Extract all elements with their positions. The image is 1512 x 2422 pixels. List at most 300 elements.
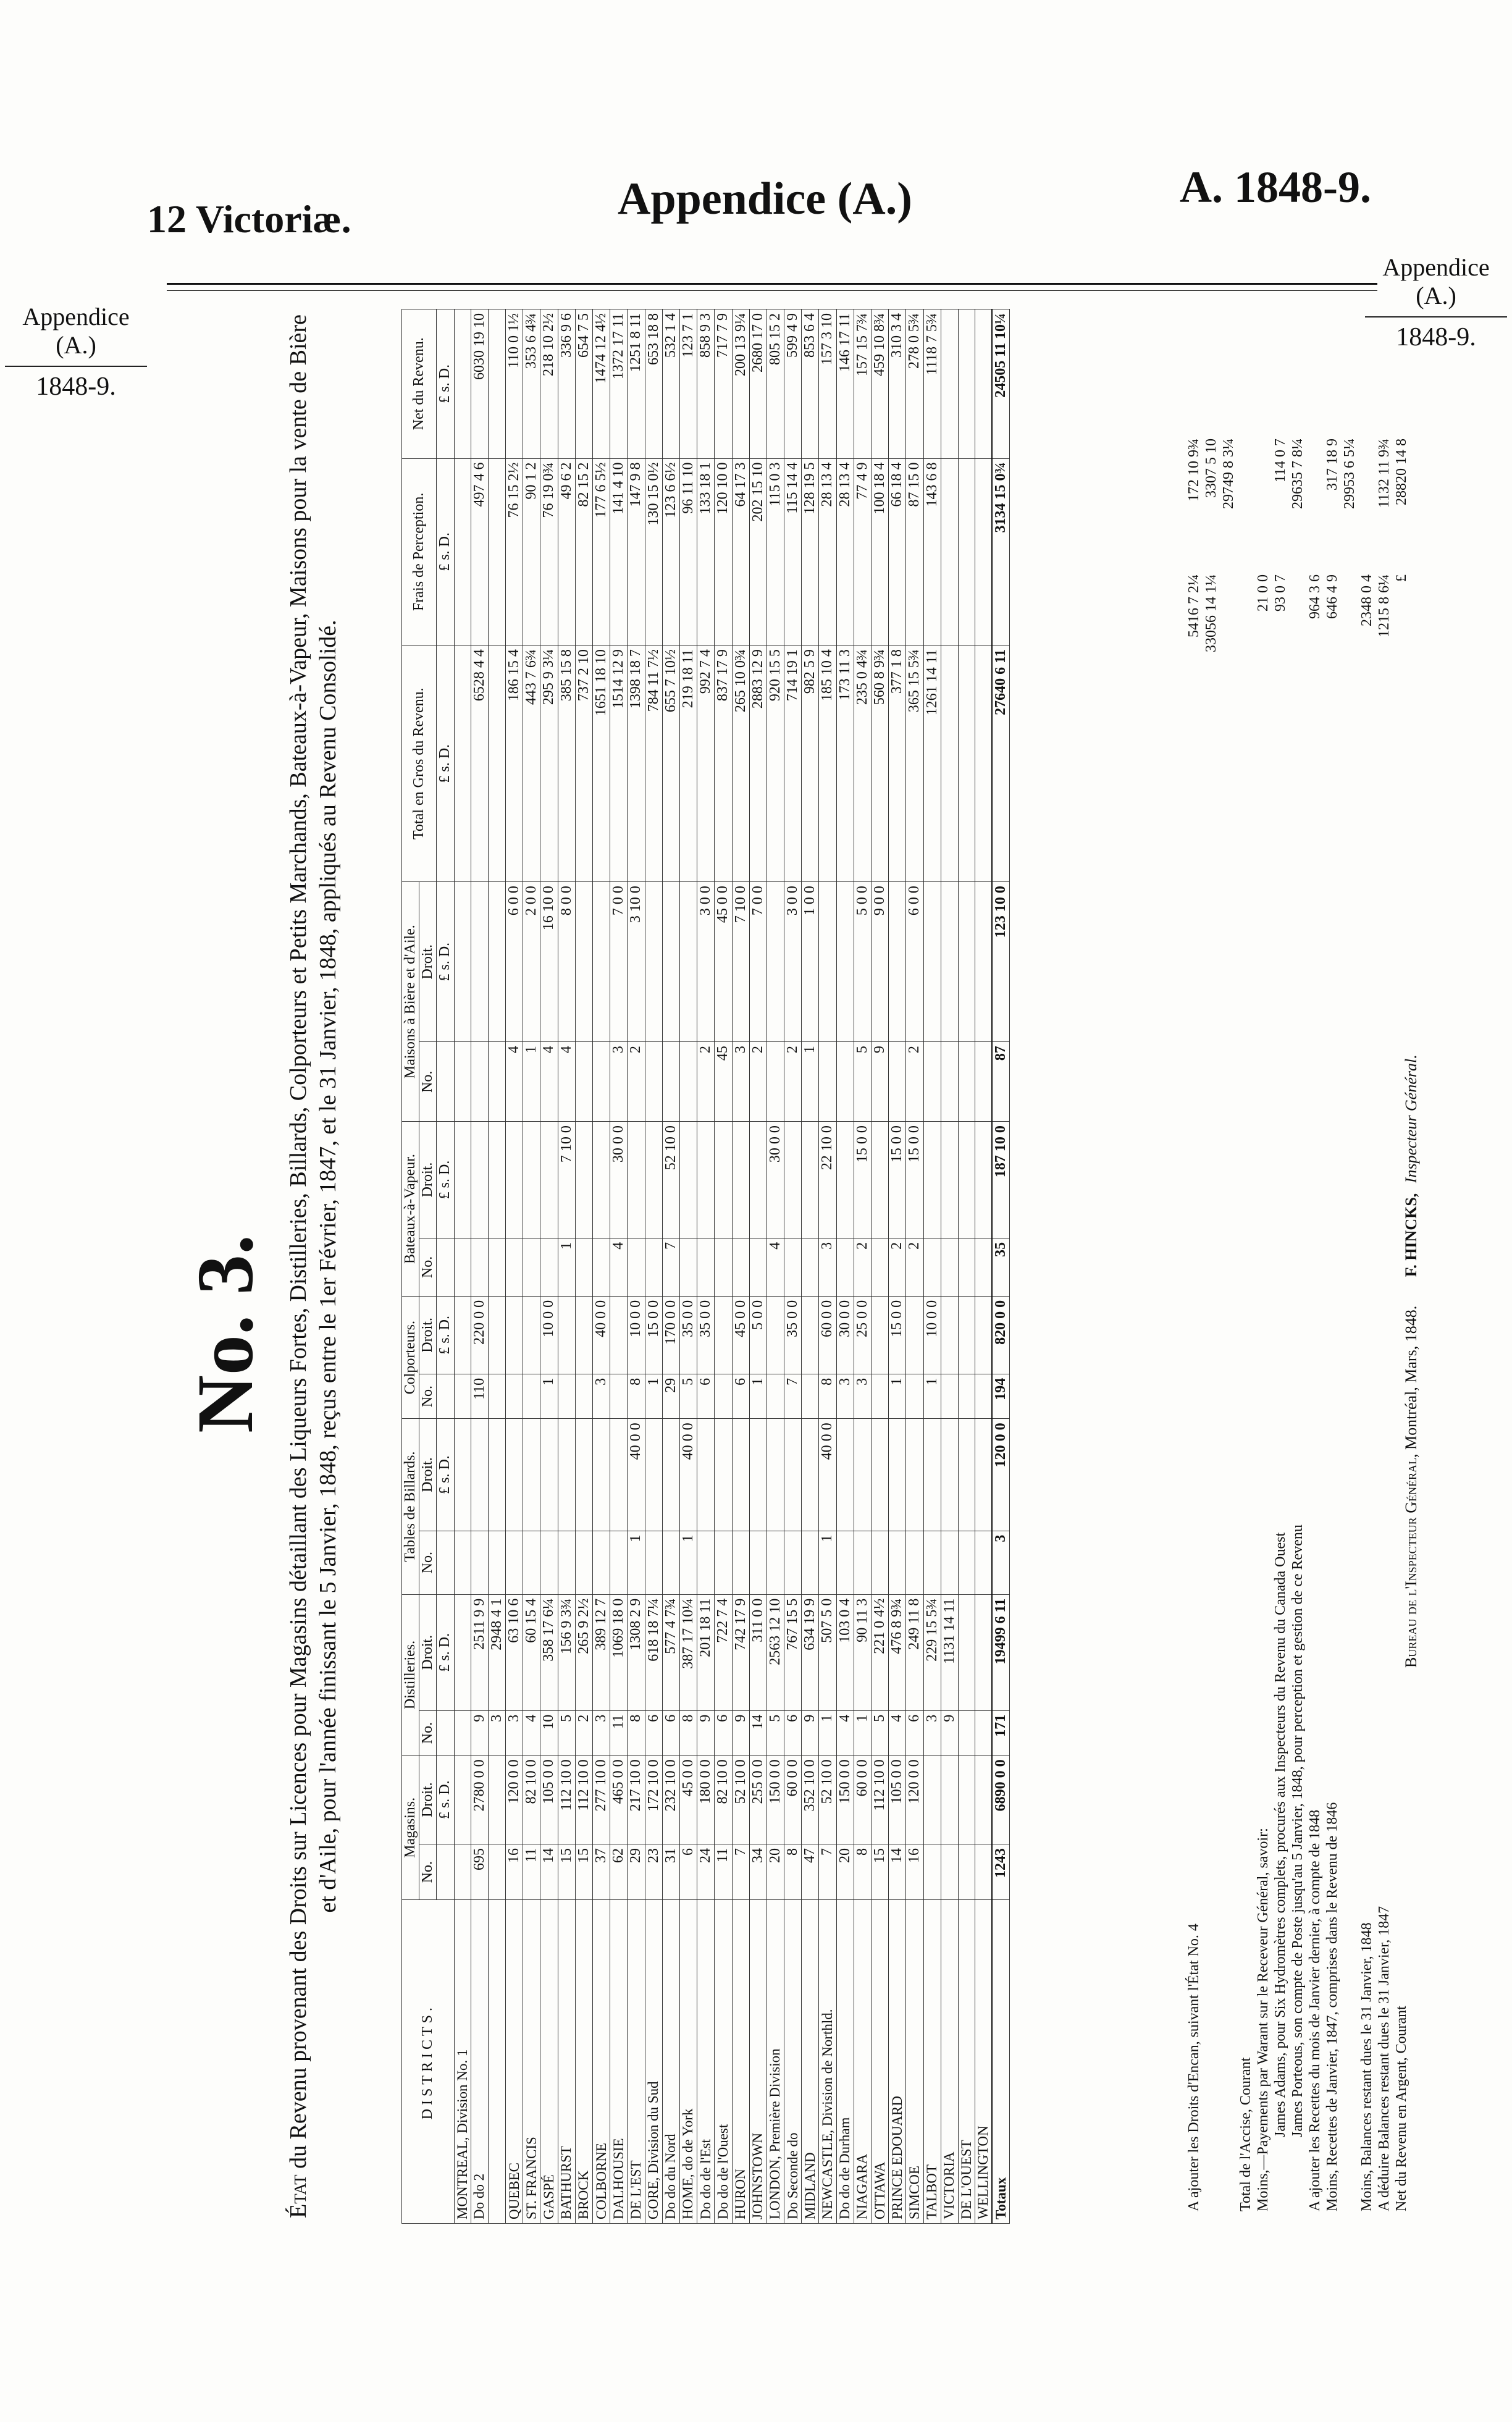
total-amount: 784 11 7½: [645, 645, 662, 882]
bie-total-count: 87: [992, 1042, 1010, 1122]
dis-count: [975, 1710, 993, 1756]
dis-count: 3: [488, 1710, 505, 1756]
total-amount: 714 19 1: [784, 645, 802, 882]
district-name: Do do de l'Est: [697, 1900, 715, 2224]
bat-count: 7: [662, 1238, 679, 1296]
dis-amount: 389 12 7: [593, 1594, 610, 1710]
statement-number: No. 3.: [181, 1234, 270, 1433]
mag-amount: 45 0 0: [679, 1756, 697, 1844]
bil-amount: 40 0 0: [819, 1419, 836, 1531]
table-row: [471, 309, 488, 2224]
col-count: [872, 1374, 889, 1419]
bat-count: [732, 1238, 749, 1296]
signature-role: Inspecteur Général.: [1402, 1054, 1420, 1184]
dis-amount: 201 18 11: [697, 1594, 715, 1710]
dis-count: 8: [628, 1710, 645, 1756]
bil-amount: [889, 1419, 906, 1531]
total-amount: 837 17 9: [715, 645, 732, 882]
district-name: GASPÉ: [540, 1900, 558, 2224]
totals-row: [992, 309, 1010, 2224]
col-amount: [558, 1296, 575, 1374]
dis-amount: 60 15 4: [523, 1594, 540, 1710]
summary-label: Moins,—Payements par Warant sur le Receveur Général, savoir:: [1255, 1828, 1271, 2211]
summary-label: Moins, Balances restant dues le 31 Janvier, 1848: [1359, 1922, 1375, 2211]
dis-count: 9: [732, 1710, 749, 1756]
table-row: [697, 309, 715, 2224]
bie-amount: [889, 882, 906, 1042]
dis-count: 3: [923, 1710, 941, 1756]
bil-count: [662, 1531, 679, 1594]
bat-count: [540, 1238, 558, 1296]
col-amount: 25 0 0: [854, 1296, 871, 1374]
mag-amount: 180 0 0: [697, 1756, 715, 1844]
summary-value-1: 646 4 9: [1324, 574, 1340, 619]
bat-amount: [645, 1122, 662, 1238]
mag-amount: 112 10 0: [872, 1756, 889, 1844]
district-name: QUEBEC: [506, 1900, 523, 2224]
dis-count: 5: [558, 1710, 575, 1756]
summary-value-2: 29953 6 5¼: [1342, 439, 1358, 509]
total-amount: 2883 12 9: [749, 645, 766, 882]
bie-count: 45: [715, 1042, 732, 1122]
bie-amount: 5 0 0: [854, 882, 871, 1042]
district-name: NEWCASTLE, Division de Northld.: [819, 1900, 836, 2224]
bil-amount: 40 0 0: [628, 1419, 645, 1531]
unit-cell-empty: [437, 1710, 454, 1756]
bie-count: [836, 1042, 854, 1122]
col-count: 6: [697, 1374, 715, 1419]
district-name: DE L'EST: [628, 1900, 645, 2224]
summary-value-1: £: [1393, 574, 1409, 582]
dis-amount: 221 0 4½: [872, 1594, 889, 1710]
bie-amount: [766, 882, 784, 1042]
dis-count: 9: [802, 1710, 819, 1756]
mag-count: 37: [593, 1844, 610, 1900]
dis-amount: 742 17 9: [732, 1594, 749, 1710]
col-count: 1: [645, 1374, 662, 1419]
bat-amount: [454, 1122, 471, 1238]
col-count: 8: [819, 1374, 836, 1419]
bil-count: [802, 1531, 819, 1594]
bie-count: 3: [732, 1042, 749, 1122]
bie-count: [923, 1042, 941, 1122]
col-billards: Tables de Billards.: [402, 1419, 419, 1594]
mag-amount: [958, 1756, 975, 1844]
bil-amount: 40 0 0: [679, 1419, 697, 1531]
mag-count: 23: [645, 1844, 662, 1900]
bat-count: [749, 1238, 766, 1296]
col-count: 7: [784, 1374, 802, 1419]
bil-amount: [923, 1419, 941, 1531]
frais-total: 3134 15 0¾: [992, 458, 1010, 645]
net-amount: 200 13 9¼: [732, 309, 749, 459]
dis-count: 6: [784, 1710, 802, 1756]
dis-amount: 90 11 3: [854, 1594, 871, 1710]
col-count: [558, 1374, 575, 1419]
bie-count: 4: [506, 1042, 523, 1122]
mag-count: [958, 1844, 975, 1900]
bil-count: [941, 1531, 958, 1594]
net-amount: [454, 309, 471, 459]
col-amount: 30 0 0: [836, 1296, 854, 1374]
col-amount: [610, 1296, 628, 1374]
unit-cell-empty: [437, 1238, 454, 1296]
mag-count: 8: [854, 1844, 871, 1900]
summary-value-1: 964 3 6: [1307, 574, 1323, 619]
col-count: [941, 1374, 958, 1419]
table-row: [715, 309, 732, 2224]
frais-amount: 177 6 5½: [593, 458, 610, 645]
bil-count: [454, 1531, 471, 1594]
col-amount: [906, 1296, 923, 1374]
summary-line: [1359, 309, 1376, 2224]
total-amount: 1261 14 11: [923, 645, 941, 882]
frais-amount: [975, 458, 993, 645]
district-name: LONDON, Première Division: [766, 1900, 784, 2224]
bat-count: [975, 1238, 993, 1296]
mag-count: 6: [679, 1844, 697, 1900]
col-amount: [523, 1296, 540, 1374]
col-magasins: Magasins.: [402, 1756, 419, 1900]
mag-amount: 112 10 0: [558, 1756, 575, 1844]
bat-amount: 30 0 0: [610, 1122, 628, 1238]
header-rule: [167, 283, 1377, 285]
net-amount: 459 10 8¾: [872, 309, 889, 459]
bat-amount: [923, 1122, 941, 1238]
table-row: [889, 309, 906, 2224]
col-amount: [872, 1296, 889, 1374]
bil-count: [575, 1531, 592, 1594]
dis-count: 5: [872, 1710, 889, 1756]
table-row: [906, 309, 923, 2224]
bil-count: [854, 1531, 871, 1594]
dis-count: 9: [697, 1710, 715, 1756]
mag-count: 16: [906, 1844, 923, 1900]
bie-count: [645, 1042, 662, 1122]
table-row: [766, 309, 784, 2224]
district-name: OTTAWA: [872, 1900, 889, 2224]
total-amount: 560 8 9¾: [872, 645, 889, 882]
bie-amount: 3 0 0: [697, 882, 715, 1042]
mag-amount: [923, 1756, 941, 1844]
bat-amount: 15 0 0: [889, 1122, 906, 1238]
side-note-year: 1848-9.: [1365, 316, 1507, 352]
frais-amount: 141 4 10: [610, 458, 628, 645]
total-amount: 365 15 5¾: [906, 645, 923, 882]
bie-count: [662, 1042, 679, 1122]
header-volume: 12 Victoriæ.: [147, 197, 351, 241]
col-amount: [454, 1296, 471, 1374]
col-amount: 40 0 0: [593, 1296, 610, 1374]
mag-count: 8: [784, 1844, 802, 1900]
table-row: [454, 309, 471, 2224]
net-amount: 110 0 1½: [506, 309, 523, 459]
col-count: 1: [749, 1374, 766, 1419]
mag-count: [975, 1844, 993, 1900]
col-count: [906, 1374, 923, 1419]
total-amount: 655 7 10½: [662, 645, 679, 882]
bil-amount: [766, 1419, 784, 1531]
total-amount: 219 18 11: [679, 645, 697, 882]
dis-count: [454, 1710, 471, 1756]
unit-cell-lsd: £ s. D.: [437, 1419, 454, 1531]
bie-count: 4: [540, 1042, 558, 1122]
col-amount: 10 0 0: [628, 1296, 645, 1374]
bil-amount: [454, 1419, 471, 1531]
bil-total-count: 3: [992, 1531, 1010, 1594]
statement-title: [284, 309, 343, 2224]
net-amount: [488, 309, 505, 459]
bat-amount: [784, 1122, 802, 1238]
total-amount: 443 7 6¾: [523, 645, 540, 882]
mag-amount: 172 10 0: [645, 1756, 662, 1844]
bil-amount: [575, 1419, 592, 1531]
net-amount: [958, 309, 975, 459]
summary-label: James Porteous, son compte de Poste jusqu'au 5 Janvier, 1848, pour perception et gestion de ce Revenu: [1290, 1524, 1306, 2137]
bil-amount: [906, 1419, 923, 1531]
bie-amount: [679, 882, 697, 1042]
col-count: [958, 1374, 975, 1419]
table-row: [802, 309, 819, 2224]
dis-total-count: 171: [992, 1710, 1010, 1756]
net-amount: 805 15 2: [766, 309, 784, 459]
bil-amount: [645, 1419, 662, 1531]
col-count: 110: [471, 1374, 488, 1419]
dis-amount: 1069 18 0: [610, 1594, 628, 1710]
bat-count: [697, 1238, 715, 1296]
signature-line: [1402, 1054, 1421, 1668]
bie-amount: [941, 882, 958, 1042]
net-amount: [975, 309, 993, 459]
bil-count: [471, 1531, 488, 1594]
dis-total-amount: 19499 6 11: [992, 1594, 1010, 1710]
mag-amount: [488, 1756, 505, 1844]
summary-line: [1324, 309, 1342, 2224]
net-amount: 717 7 9: [715, 309, 732, 459]
net-amount: 1118 7 5¾: [923, 309, 941, 459]
header-year: A. 1848-9.: [1180, 162, 1371, 212]
col-amount: [802, 1296, 819, 1374]
bat-count: 2: [906, 1238, 923, 1296]
bat-amount: 30 0 0: [766, 1122, 784, 1238]
bil-amount: [697, 1419, 715, 1531]
bie-amount: [958, 882, 975, 1042]
bil-count: [732, 1531, 749, 1594]
mag-amount: 82 10 0: [715, 1756, 732, 1844]
total-amount: 737 2 10: [575, 645, 592, 882]
bil-count: [610, 1531, 628, 1594]
side-note-left: [5, 303, 147, 402]
bat-count: [941, 1238, 958, 1296]
total-amount: [958, 645, 975, 882]
col-count: [766, 1374, 784, 1419]
statement-title-text: du Revenu provenant des Droits sur Licences pour Magasins détaillant des Liqueurs Fortes, Distilleries, Billards, Colporteurs et Petits Marchands, Bateaux-à-Vapeur, Maisons pour la vente de Bière et d'Aile, pour l'année finissant le 5 Janvier, 1848, reçus entre le 1er Février, 1847, et le 31 Janvier, 1848, appliqués au Revenu Consolidé.: [285, 314, 341, 2169]
dis-amount: 722 7 4: [715, 1594, 732, 1710]
unit-cell-lsd: £ s. D.: [437, 1594, 454, 1710]
summary-line: [1290, 309, 1307, 2224]
col-amount: 220 0 0: [471, 1296, 488, 1374]
bil-count: [593, 1531, 610, 1594]
bat-count: [645, 1238, 662, 1296]
unit-cell-lsd: £ s. D.: [437, 458, 454, 645]
mag-count: 20: [836, 1844, 854, 1900]
bie-count: [575, 1042, 592, 1122]
summary-value-2: 29635 7 8¼: [1290, 439, 1306, 509]
frais-amount: [958, 458, 975, 645]
bat-count: 3: [819, 1238, 836, 1296]
bil-count: 1: [679, 1531, 697, 1594]
col-amount: [575, 1296, 592, 1374]
bie-amount: 6 0 0: [506, 882, 523, 1042]
bie-amount: 8 0 0: [558, 882, 575, 1042]
bat-count: [506, 1238, 523, 1296]
bie-amount: [454, 882, 471, 1042]
bie-count: 5: [854, 1042, 871, 1122]
bat-amount: [697, 1122, 715, 1238]
col-count: 3: [593, 1374, 610, 1419]
summary-value-1: 5416 7 2¼: [1186, 574, 1202, 637]
table-row: [732, 309, 749, 2224]
mag-amount: 277 10 0: [593, 1756, 610, 1844]
bil-count: [872, 1531, 889, 1594]
bil-amount: [558, 1419, 575, 1531]
col-count: 5: [679, 1374, 697, 1419]
col-total-amount: 820 0 0: [992, 1296, 1010, 1374]
subheader-droit: Droit.: [419, 882, 437, 1042]
mag-total-count: 1243: [992, 1844, 1010, 1900]
bil-count: [645, 1531, 662, 1594]
mag-count: 14: [540, 1844, 558, 1900]
bil-total-amount: 120 0 0: [992, 1419, 1010, 1531]
mag-amount: 60 0 0: [854, 1756, 871, 1844]
summary-value-2: 172 10 9¾: [1186, 439, 1202, 502]
bil-amount: [941, 1419, 958, 1531]
summary-line: [1255, 309, 1272, 2224]
mag-amount: 112 10 0: [575, 1756, 592, 1844]
dis-amount: 577 4 7¾: [662, 1594, 679, 1710]
summary-value-1: 2348 0 4: [1359, 574, 1375, 626]
col-distilleries: Distilleries.: [402, 1594, 419, 1756]
dis-amount: 767 15 5: [784, 1594, 802, 1710]
net-amount: 2680 17 0: [749, 309, 766, 459]
mag-amount: [941, 1756, 958, 1844]
total-amount: [975, 645, 993, 882]
bie-count: [471, 1042, 488, 1122]
unit-cell-empty: [437, 1042, 454, 1122]
district-name: HOME, do de York: [679, 1900, 697, 2224]
bie-count: 2: [906, 1042, 923, 1122]
mag-count: 47: [802, 1844, 819, 1900]
header-title: Appendice (A.): [618, 174, 912, 224]
total-amount: 992 7 4: [697, 645, 715, 882]
mag-count: 24: [697, 1844, 715, 1900]
table-row: [784, 309, 802, 2224]
net-amount: 858 9 3: [697, 309, 715, 459]
col-count: [610, 1374, 628, 1419]
bat-total-count: 35: [992, 1238, 1010, 1296]
bil-count: 1: [628, 1531, 645, 1594]
bie-amount: 7 0 0: [610, 882, 628, 1042]
dis-amount: 103 0 4: [836, 1594, 854, 1710]
unit-cell-lsd: £ s. D.: [437, 309, 454, 459]
bil-amount: [540, 1419, 558, 1531]
mag-count: 34: [749, 1844, 766, 1900]
mag-amount: 105 0 0: [889, 1756, 906, 1844]
bat-amount: [488, 1122, 505, 1238]
subheader-no: No.: [419, 1042, 437, 1122]
net-amount: 853 6 4: [802, 309, 819, 459]
col-amount: [506, 1296, 523, 1374]
frais-amount: 66 18 4: [889, 458, 906, 645]
district-name: Do do du Nord: [662, 1900, 679, 2224]
total-amount: [941, 645, 958, 882]
bat-count: 4: [766, 1238, 784, 1296]
net-amount: 218 10 2½: [540, 309, 558, 459]
bie-amount: [645, 882, 662, 1042]
bie-count: [766, 1042, 784, 1122]
bat-amount: [715, 1122, 732, 1238]
frais-amount: 28 13 4: [819, 458, 836, 645]
frais-amount: 87 15 0: [906, 458, 923, 645]
col-count: [802, 1374, 819, 1419]
bat-amount: [628, 1122, 645, 1238]
bil-count: [923, 1531, 941, 1594]
subheader-no: No.: [419, 1531, 437, 1594]
bie-amount: [836, 882, 854, 1042]
mag-amount: 60 0 0: [784, 1756, 802, 1844]
district-name: Do do de l'Ouest: [715, 1900, 732, 2224]
table-row: [854, 309, 871, 2224]
table-row: [488, 309, 505, 2224]
bie-count: [975, 1042, 993, 1122]
net-total: 24505 11 10¼: [992, 309, 1010, 459]
bil-count: 1: [819, 1531, 836, 1594]
bat-amount: [941, 1122, 958, 1238]
table-row: [749, 309, 766, 2224]
bat-amount: [975, 1122, 993, 1238]
bil-count: [766, 1531, 784, 1594]
bat-amount: [593, 1122, 610, 1238]
dis-count: 11: [610, 1710, 628, 1756]
dis-amount: 634 19 9: [802, 1594, 819, 1710]
bie-amount: [575, 882, 592, 1042]
col-count: [506, 1374, 523, 1419]
mag-amount: [454, 1756, 471, 1844]
net-amount: 157 3 10: [819, 309, 836, 459]
mag-amount: 232 10 0: [662, 1756, 679, 1844]
bil-count: [836, 1531, 854, 1594]
dis-amount: 311 0 0: [749, 1594, 766, 1710]
district-name: BATHURST: [558, 1900, 575, 2224]
summary-label: A déduire Balances restant dues le 31 Janvier, 1847: [1376, 1906, 1392, 2211]
net-amount: 6030 19 10: [471, 309, 488, 459]
bil-count: [958, 1531, 975, 1594]
mag-amount: 2780 0 0: [471, 1756, 488, 1844]
summary-line: [1203, 309, 1220, 2224]
table-row: [662, 309, 679, 2224]
side-note-sub: (A.): [1416, 282, 1456, 309]
table-row: [506, 309, 523, 2224]
bat-count: [523, 1238, 540, 1296]
bat-amount: 7 10 0: [558, 1122, 575, 1238]
table-row: [836, 309, 854, 2224]
dis-amount: 2511 9 9: [471, 1594, 488, 1710]
table-row: [628, 309, 645, 2224]
summary-label: James Adams, pour Six Hydromètres complets, procurés aux Inspecteurs du Revenu du Canada Ouest: [1272, 1532, 1288, 2137]
total-amount: 235 0 4¾: [854, 645, 871, 882]
dis-count: 4: [889, 1710, 906, 1756]
bil-count: [506, 1531, 523, 1594]
